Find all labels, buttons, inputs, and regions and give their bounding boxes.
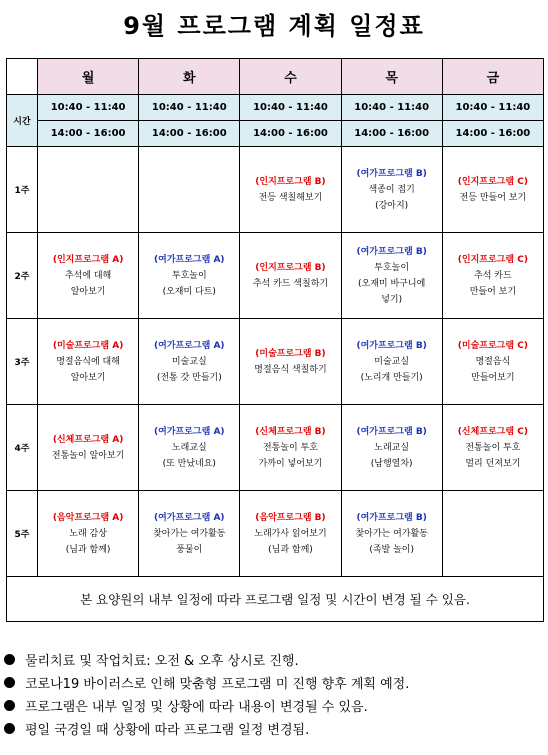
schedule-cell — [139, 147, 240, 233]
schedule-cell — [139, 319, 240, 405]
program-name: (미술프로그램 C) — [457, 340, 528, 351]
day-header-mon: 월 — [38, 59, 139, 95]
schedule-cell — [139, 405, 240, 491]
schedule-cell — [240, 147, 341, 233]
schedule-cell — [38, 319, 139, 405]
bullet-dot-icon — [4, 723, 15, 734]
schedule-cell — [442, 405, 543, 491]
note-item — [4, 648, 409, 671]
activity-line: (노리개 만들기) — [360, 372, 423, 383]
week-row — [7, 405, 544, 491]
activity-line: (남행열차) — [370, 458, 413, 469]
schedule-cell — [38, 147, 139, 233]
time-slot: 14:00 - 16:00 — [240, 121, 341, 147]
activity-line: 전통놀이 알아보기 — [51, 450, 125, 461]
notice-row — [7, 577, 544, 622]
note-text: 평일 국경일 때 상황에 따라 프로그램 일정 변경됨. — [25, 723, 310, 738]
program-name: (음악프로그램 B) — [255, 512, 326, 523]
day-header-fri: 금 — [442, 59, 543, 95]
activity-line: (오재미 바구니에 — [358, 278, 426, 289]
program-name: (여가프로그램 A) — [154, 254, 225, 265]
note-text: 물리치료 및 작업치료: 오전 & 오후 상시로 진행. — [25, 654, 299, 669]
note-item — [4, 717, 409, 740]
activity-line: 멀리 던져보기 — [465, 458, 521, 469]
program-name: (인지프로그램 C) — [457, 254, 528, 265]
activity-line: (님과 함께) — [65, 544, 111, 555]
week-row — [7, 491, 544, 577]
activity-line: (족발 놀이) — [369, 544, 414, 555]
notice-text: 본 요양원의 내부 일정에 따라 프로그램 일정 및 시간이 변경 될 수 있음. — [7, 577, 544, 622]
activity-line: 노래교실 — [171, 442, 207, 453]
week-row — [7, 233, 544, 319]
activity-line: 추석 카드 색칠하기 — [252, 278, 329, 289]
activity-line: 명절음식 — [475, 356, 511, 367]
activity-line: 추석에 대해 — [64, 270, 112, 281]
note-item — [4, 694, 409, 717]
time-label: 시간 — [7, 95, 38, 147]
time-slot: 14:00 - 16:00 — [341, 121, 442, 147]
activity-line: 미술교실 — [374, 356, 410, 367]
schedule-cell — [240, 233, 341, 319]
week-label: 1주 — [7, 147, 38, 233]
activity-line: 넣기) — [381, 294, 403, 305]
activity-line: (님과 함께) — [268, 544, 313, 555]
program-name: (미술프로그램 A) — [52, 340, 124, 351]
week-label: 5주 — [7, 491, 38, 577]
time-slot: 10:40 - 11:40 — [139, 95, 240, 121]
time-slot: 10:40 - 11:40 — [240, 95, 341, 121]
activity-line: 찾아가는 여가활동 — [153, 528, 226, 539]
schedule-cell — [38, 405, 139, 491]
activity-line: 풍물이 — [176, 544, 203, 555]
activity-line: 투호놀이 — [374, 262, 410, 273]
schedule-table — [6, 58, 544, 622]
time-row-afternoon — [7, 121, 544, 147]
activity-line: 만들어보기 — [471, 372, 515, 383]
schedule-cell — [139, 491, 240, 577]
bullet-dot-icon — [4, 654, 15, 665]
activity-line: 노래가사 읽어보기 — [254, 528, 327, 539]
program-name: (여가프로그램 A) — [154, 512, 225, 523]
time-row-morning — [7, 95, 544, 121]
schedule-cell — [38, 491, 139, 577]
time-slot: 14:00 - 16:00 — [38, 121, 139, 147]
program-name: (음악프로그램 A) — [52, 512, 124, 523]
activity-line: (또 만났네요) — [162, 458, 216, 469]
activity-line: 전등 색칠해보기 — [258, 192, 323, 203]
program-name: (인지프로그램 B) — [255, 176, 326, 187]
activity-line: 미술교실 — [171, 356, 207, 367]
time-slot: 10:40 - 11:40 — [38, 95, 139, 121]
program-name: (신체프로그램 C) — [457, 426, 528, 437]
program-name: (여가프로그램 B) — [356, 168, 427, 179]
activity-line: 알아보기 — [70, 286, 106, 297]
schedule-cell — [341, 491, 442, 577]
schedule-cell — [240, 405, 341, 491]
notes-list — [4, 648, 409, 740]
day-header-tue: 화 — [139, 59, 240, 95]
activity-line: 명절음식에 대해 — [56, 356, 120, 367]
week-rows — [7, 147, 544, 577]
activity-line: 전등 만들어 보기 — [459, 192, 527, 203]
activity-line: 알아보기 — [70, 372, 106, 383]
schedule-cell — [341, 405, 442, 491]
activity-line: (오재미 다트) — [162, 286, 216, 297]
time-slot: 10:40 - 11:40 — [341, 95, 442, 121]
program-name: (여가프로그램 B) — [356, 512, 427, 523]
activity-line: 전통놀이 투호 — [262, 442, 318, 453]
program-name: (여가프로그램 B) — [356, 340, 427, 351]
schedule-cell — [442, 233, 543, 319]
week-row — [7, 147, 544, 233]
program-name: (여가프로그램 B) — [356, 426, 427, 437]
program-name: (신체프로그램 A) — [52, 434, 124, 445]
program-name: (인지프로그램 C) — [457, 176, 528, 187]
time-slot: 10:40 - 11:40 — [442, 95, 543, 121]
schedule-cell — [38, 233, 139, 319]
activity-line: 가까이 넣어보기 — [258, 458, 323, 469]
program-name: (인지프로그램 A) — [52, 254, 124, 265]
program-name: (여가프로그램 B) — [356, 246, 427, 257]
activity-line: (강아지) — [375, 200, 409, 211]
activity-line: 투호놀이 — [171, 270, 207, 281]
schedule-cell — [442, 147, 543, 233]
schedule-cell — [442, 319, 543, 405]
note-text: 프로그램은 내부 일정 및 상황에 따라 내용이 변경될 수 있음. — [25, 700, 368, 715]
program-name: (여가프로그램 A) — [154, 340, 225, 351]
bullet-dot-icon — [4, 700, 15, 711]
week-label: 2주 — [7, 233, 38, 319]
week-row — [7, 319, 544, 405]
schedule-cell — [341, 319, 442, 405]
note-item — [4, 671, 409, 694]
program-name: (여가프로그램 A) — [154, 426, 225, 437]
activity-line: 명절음식 색칠하기 — [254, 364, 327, 375]
activity-line: 색종이 접기 — [368, 184, 415, 195]
activity-line: 만들어 보기 — [469, 286, 517, 297]
activity-line: 노래교실 — [374, 442, 410, 453]
time-slot: 14:00 - 16:00 — [442, 121, 543, 147]
program-name: (신체프로그램 B) — [255, 426, 326, 437]
activity-line: 전통놀이 투호 — [465, 442, 521, 453]
activity-line: 추석 카드 — [474, 270, 512, 281]
activity-line: 노래 감상 — [69, 528, 107, 539]
day-header-row — [7, 59, 544, 95]
day-header-wed: 수 — [240, 59, 341, 95]
activity-line: 찾아가는 여가활동 — [355, 528, 428, 539]
week-label: 4주 — [7, 405, 38, 491]
corner-cell — [7, 59, 38, 95]
schedule-cell — [139, 233, 240, 319]
schedule-cell — [240, 319, 341, 405]
bullet-dot-icon — [4, 677, 15, 688]
week-label: 3주 — [7, 319, 38, 405]
program-name: (인지프로그램 B) — [255, 262, 326, 273]
activity-line: (전통 갓 만들기) — [156, 372, 222, 383]
note-text: 코로나19 바이러스로 인해 맞춤형 프로그램 미 진행 향후 계획 예정. — [25, 677, 410, 692]
time-slot: 14:00 - 16:00 — [139, 121, 240, 147]
day-header-thu: 목 — [341, 59, 442, 95]
page-title: 9월 프로그램 계획 일정표 — [123, 12, 425, 40]
schedule-cell — [442, 491, 543, 577]
schedule-cell — [341, 147, 442, 233]
program-name: (미술프로그램 B) — [255, 348, 326, 359]
schedule-cell — [240, 491, 341, 577]
schedule-cell — [341, 233, 442, 319]
